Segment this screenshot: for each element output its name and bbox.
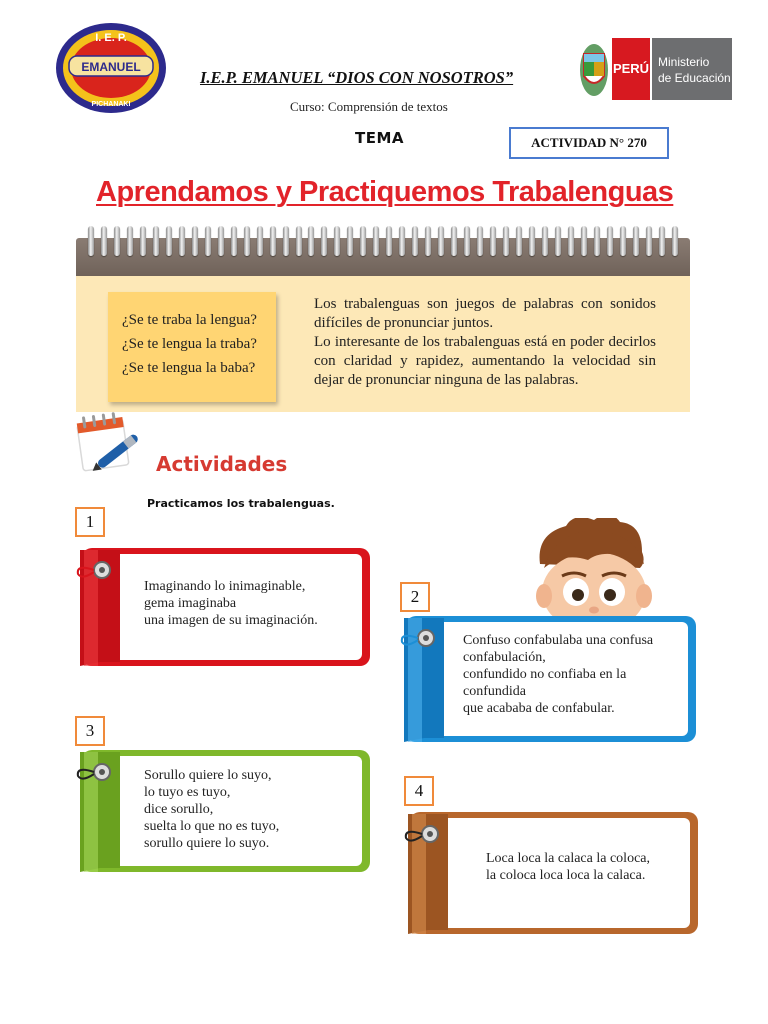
spiral-ring bbox=[153, 226, 159, 256]
activity-number-4: 4 bbox=[404, 776, 434, 806]
intro-text bbox=[314, 295, 656, 390]
card-line: sorullo quiere lo suyo. bbox=[144, 836, 270, 851]
spiral-ring bbox=[516, 226, 522, 256]
spiral-ring bbox=[308, 226, 314, 256]
card-line: la coloca loca loca la calaca. bbox=[486, 868, 646, 883]
page-title: Aprendamos y Practiquemos Trabalenguas bbox=[96, 176, 674, 208]
activities-title: Actividades bbox=[156, 452, 288, 476]
spiral-ring bbox=[672, 226, 678, 256]
spiral-ring bbox=[140, 226, 146, 256]
spiral-ring bbox=[283, 226, 289, 256]
spiral-ring bbox=[321, 226, 327, 256]
spiral-ring bbox=[218, 226, 224, 256]
sticky-line: ¿Se te lengua la traba? bbox=[122, 336, 257, 352]
spiral-ring bbox=[114, 226, 120, 256]
spiral-ring bbox=[334, 226, 340, 256]
card-text-3 bbox=[144, 767, 279, 852]
sticky-line: ¿Se te traba la lengua? bbox=[122, 312, 257, 328]
ministry-line-2: de Educación bbox=[658, 71, 731, 85]
card-text-2 bbox=[463, 632, 653, 717]
activity-number-3: 3 bbox=[75, 716, 105, 746]
sticky-line: ¿Se te lengua la baba? bbox=[122, 360, 256, 376]
spiral-ring bbox=[477, 226, 483, 256]
sticky-note bbox=[108, 292, 276, 402]
spiral-ring bbox=[257, 226, 263, 256]
ministry-line-1: Ministerio bbox=[658, 55, 710, 69]
spiral-ring bbox=[659, 226, 665, 256]
spiral-ring bbox=[360, 226, 366, 256]
card-line: confundida bbox=[463, 684, 526, 699]
school-title: I.E.P. EMANUEL “DIOS CON NOSOTROS” bbox=[200, 68, 514, 87]
spiral-ring bbox=[451, 226, 457, 256]
card-line: una imagen de su imaginación. bbox=[144, 613, 318, 628]
card-text-4 bbox=[486, 850, 650, 884]
card-line: dice sorullo, bbox=[144, 802, 214, 817]
notebook-spiral bbox=[88, 226, 678, 260]
card-text-1 bbox=[144, 578, 318, 629]
activity-number-1: 1 bbox=[75, 507, 105, 537]
notebook-pen-icon bbox=[76, 410, 144, 474]
card-line: suelta lo que no es tuyo, bbox=[144, 819, 280, 834]
spiral-ring bbox=[386, 226, 392, 256]
spiral-ring bbox=[399, 226, 405, 256]
tema-label: TEMA bbox=[355, 129, 405, 147]
spiral-ring bbox=[205, 226, 211, 256]
peru-label: PERÚ bbox=[612, 61, 650, 76]
spiral-ring bbox=[542, 226, 548, 256]
intro-paragraph: Lo interesante de los trabalenguas está en poder decirlos con claridad y rapidez, aumentando la velocidad sin dejar de pronunciar ninguna de las palabras. bbox=[314, 334, 656, 388]
activity-number-2: 2 bbox=[400, 582, 430, 612]
spiral-ring bbox=[231, 226, 237, 256]
spiral-ring bbox=[192, 226, 198, 256]
spiral-ring bbox=[347, 226, 353, 256]
spiral-ring bbox=[438, 226, 444, 256]
card-line: confundido no confiaba en la bbox=[463, 667, 627, 682]
spiral-ring bbox=[270, 226, 276, 256]
intro-paragraph: Los trabalenguas son juegos de palabras con sonidos difíciles de pronunciar juntos. bbox=[314, 296, 656, 331]
course-label: Curso: Comprensión de textos bbox=[290, 99, 448, 114]
spiral-ring bbox=[101, 226, 107, 256]
spiral-ring bbox=[464, 226, 470, 256]
card-line: confabulación, bbox=[463, 650, 546, 665]
spiral-ring bbox=[412, 226, 418, 256]
spiral-ring bbox=[594, 226, 600, 256]
card-line: Confuso confabulaba una confusa bbox=[463, 633, 654, 648]
spiral-ring bbox=[607, 226, 613, 256]
spiral-ring bbox=[581, 226, 587, 256]
spiral-ring bbox=[620, 226, 626, 256]
logo-bottom-text: PICHANAKI bbox=[91, 101, 131, 108]
card-line: Imaginando lo inimaginable, bbox=[144, 579, 306, 594]
spiral-ring bbox=[503, 226, 509, 256]
school-logo bbox=[55, 22, 167, 114]
spiral-ring bbox=[127, 226, 133, 256]
ministry-logo bbox=[578, 36, 732, 104]
spiral-ring bbox=[179, 226, 185, 256]
spiral-ring bbox=[88, 226, 94, 256]
card-line: Loca loca la calaca la coloca, bbox=[486, 851, 650, 866]
spiral-ring bbox=[633, 226, 639, 256]
card-line: lo tuyo es tuyo, bbox=[144, 785, 231, 800]
spiral-ring bbox=[555, 226, 561, 256]
spiral-ring bbox=[166, 226, 172, 256]
instruction-text: Practicamos los trabalenguas. bbox=[147, 497, 335, 510]
spiral-ring bbox=[568, 226, 574, 256]
spiral-ring bbox=[646, 226, 652, 256]
logo-name: EMANUEL bbox=[81, 60, 141, 74]
logo-top-text: I. E. P. bbox=[95, 32, 127, 44]
activity-number-box: ACTIVIDAD N° 270 bbox=[509, 127, 669, 159]
spiral-ring bbox=[373, 226, 379, 256]
spiral-ring bbox=[490, 226, 496, 256]
spiral-ring bbox=[425, 226, 431, 256]
coat-of-arms-icon bbox=[580, 44, 608, 96]
card-line: Sorullo quiere lo suyo, bbox=[144, 768, 272, 783]
card-line: gema imaginaba bbox=[144, 596, 237, 611]
spiral-ring bbox=[296, 226, 302, 256]
spiral-ring bbox=[244, 226, 250, 256]
spiral-ring bbox=[529, 226, 535, 256]
card-line: que acababa de confabular. bbox=[463, 701, 615, 716]
